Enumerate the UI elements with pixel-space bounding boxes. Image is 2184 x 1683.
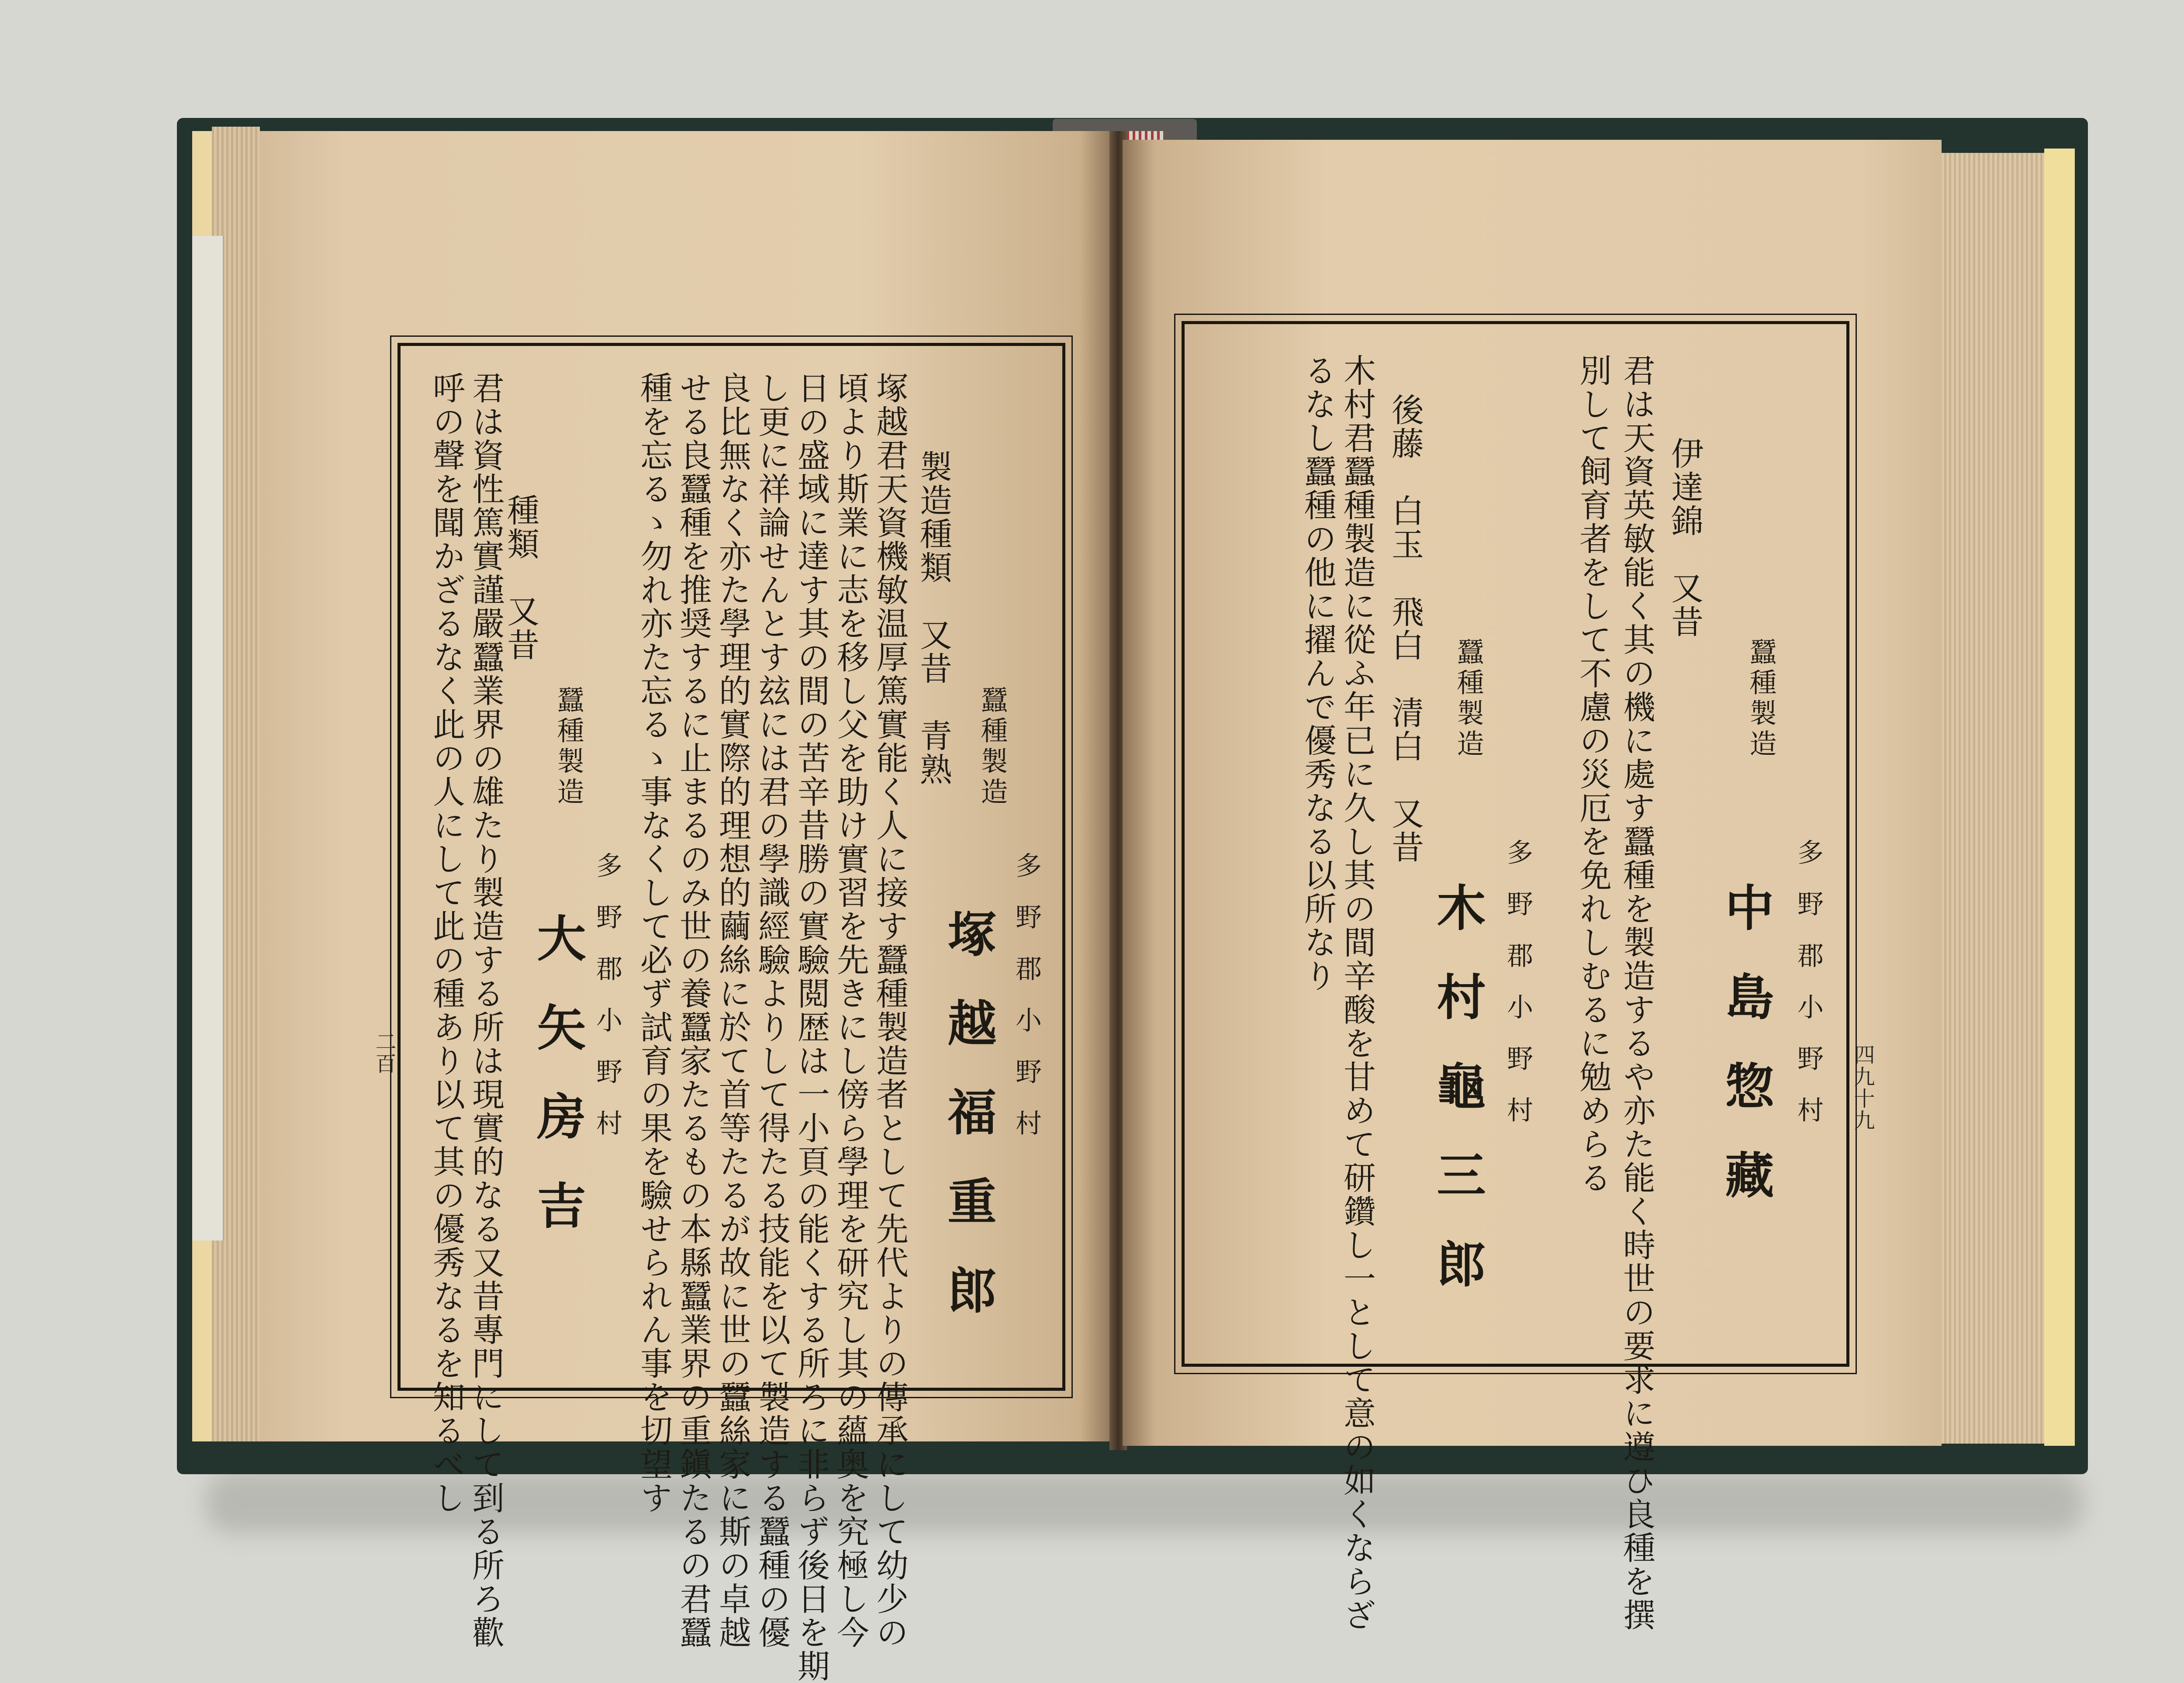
right-entry2-varieties: 後藤 白玉 飛白 清白 又昔 xyxy=(1386,393,1424,864)
right-page-number: 四九十九 xyxy=(1850,1044,1875,1131)
right-entry2-name: 木村龜三郎 xyxy=(1429,882,1486,1328)
right-entry1-body-1: 君は天資英敏能く其の機に處す蠶種を製造するや亦た能く時世の要求に遵ひ良種を撰 xyxy=(1618,354,1655,1632)
right-entry1-category: 蠶種製造 xyxy=(1745,638,1777,760)
left-entry2-body-1: 君は資性篤實謹嚴蠶業界の雄たり製造する所は現實的なる又昔專門にして到る所ろ歡 xyxy=(467,371,505,1649)
left-entry2-varieties: 種類 又昔 xyxy=(502,494,539,662)
right-entry2-body-1: 木村君蠶種製造に從ふ年已に久し其の間辛酸を甘めて研鑽し一として意の如くならざ xyxy=(1338,354,1376,1632)
left-entry2-body-2: 呼の聲を聞かざるなく此の人にして此の種あり以て其の優秀なるを知るべし xyxy=(428,371,465,1515)
right-entry1-name: 中島惣藏 xyxy=(1717,882,1774,1239)
left-entry1-body-3: 日の盛域に達す其の間の苦辛昔勝の實驗閲歴は一小頁の能くする所ろに非らず後日を期 xyxy=(792,371,830,1683)
right-entry2-address: 多野郡小野村 xyxy=(1503,839,1533,1148)
page-edges-right-stack xyxy=(1939,153,2044,1444)
right-entry2-category: 蠶種製造 xyxy=(1452,638,1484,760)
left-page-number: 二百 xyxy=(372,1031,396,1075)
bookmark-slip xyxy=(192,236,224,1241)
left-entry1-address: 多野郡小野村 xyxy=(1011,852,1042,1161)
left-entry2-category: 蠶種製造 xyxy=(553,686,584,808)
left-entry1-body-7: 種を忘るゝ勿れ亦た忘るゝ事なくして必ず試育の果を驗せられん事を切望す xyxy=(635,371,673,1515)
page-edges-right xyxy=(2044,149,2075,1446)
left-entry2-address: 多野郡小野村 xyxy=(592,852,622,1161)
right-entry1-body-2: 別して飼育者をして不慮の災厄を免れしむるに勉めらる xyxy=(1574,354,1612,1195)
right-entry2-body-2: るなし蠶種の他に擢んで優秀なる以所なり xyxy=(1299,354,1337,993)
right-entry1-address: 多野郡小野村 xyxy=(1793,839,1824,1148)
left-entry1-varieties: 製造種類 又昔 青熟 xyxy=(915,450,952,786)
left-entry1-category: 蠶種製造 xyxy=(976,686,1008,808)
left-entry1-body-4: し更に祥論せんとす玆には君の學識經驗よりして得たる技能を以て製造する蠶種の優 xyxy=(753,371,791,1649)
left-entry1-body-5: 良比無なく亦た學理的實際的理想的繭絲に於て首等たるが故に世の蠶絲家に斯の卓越 xyxy=(714,371,751,1649)
left-entry1-body-2: 頃より斯業に志を移し父を助け實習を先きにし傍ら學理を研究し其の蘊奥を究極し今 xyxy=(832,371,869,1649)
right-entry1-varieties: 伊達錦 又昔 xyxy=(1666,437,1704,639)
left-entry2-name: 大矢房吉 xyxy=(529,913,586,1269)
left-entry1-name: 塚越福重郎 xyxy=(940,909,997,1354)
left-entry1-body-6: せる良蠶種を推奨するに止まるのみ世の養蠶家たるもの本縣蠶業界の重鎭たるの君蠶 xyxy=(674,371,712,1649)
left-entry1-body-1: 塚越君天資機敏温厚篤實能く人に接す蠶種製造者として先代よりの傳承にして幼少の xyxy=(871,371,909,1649)
